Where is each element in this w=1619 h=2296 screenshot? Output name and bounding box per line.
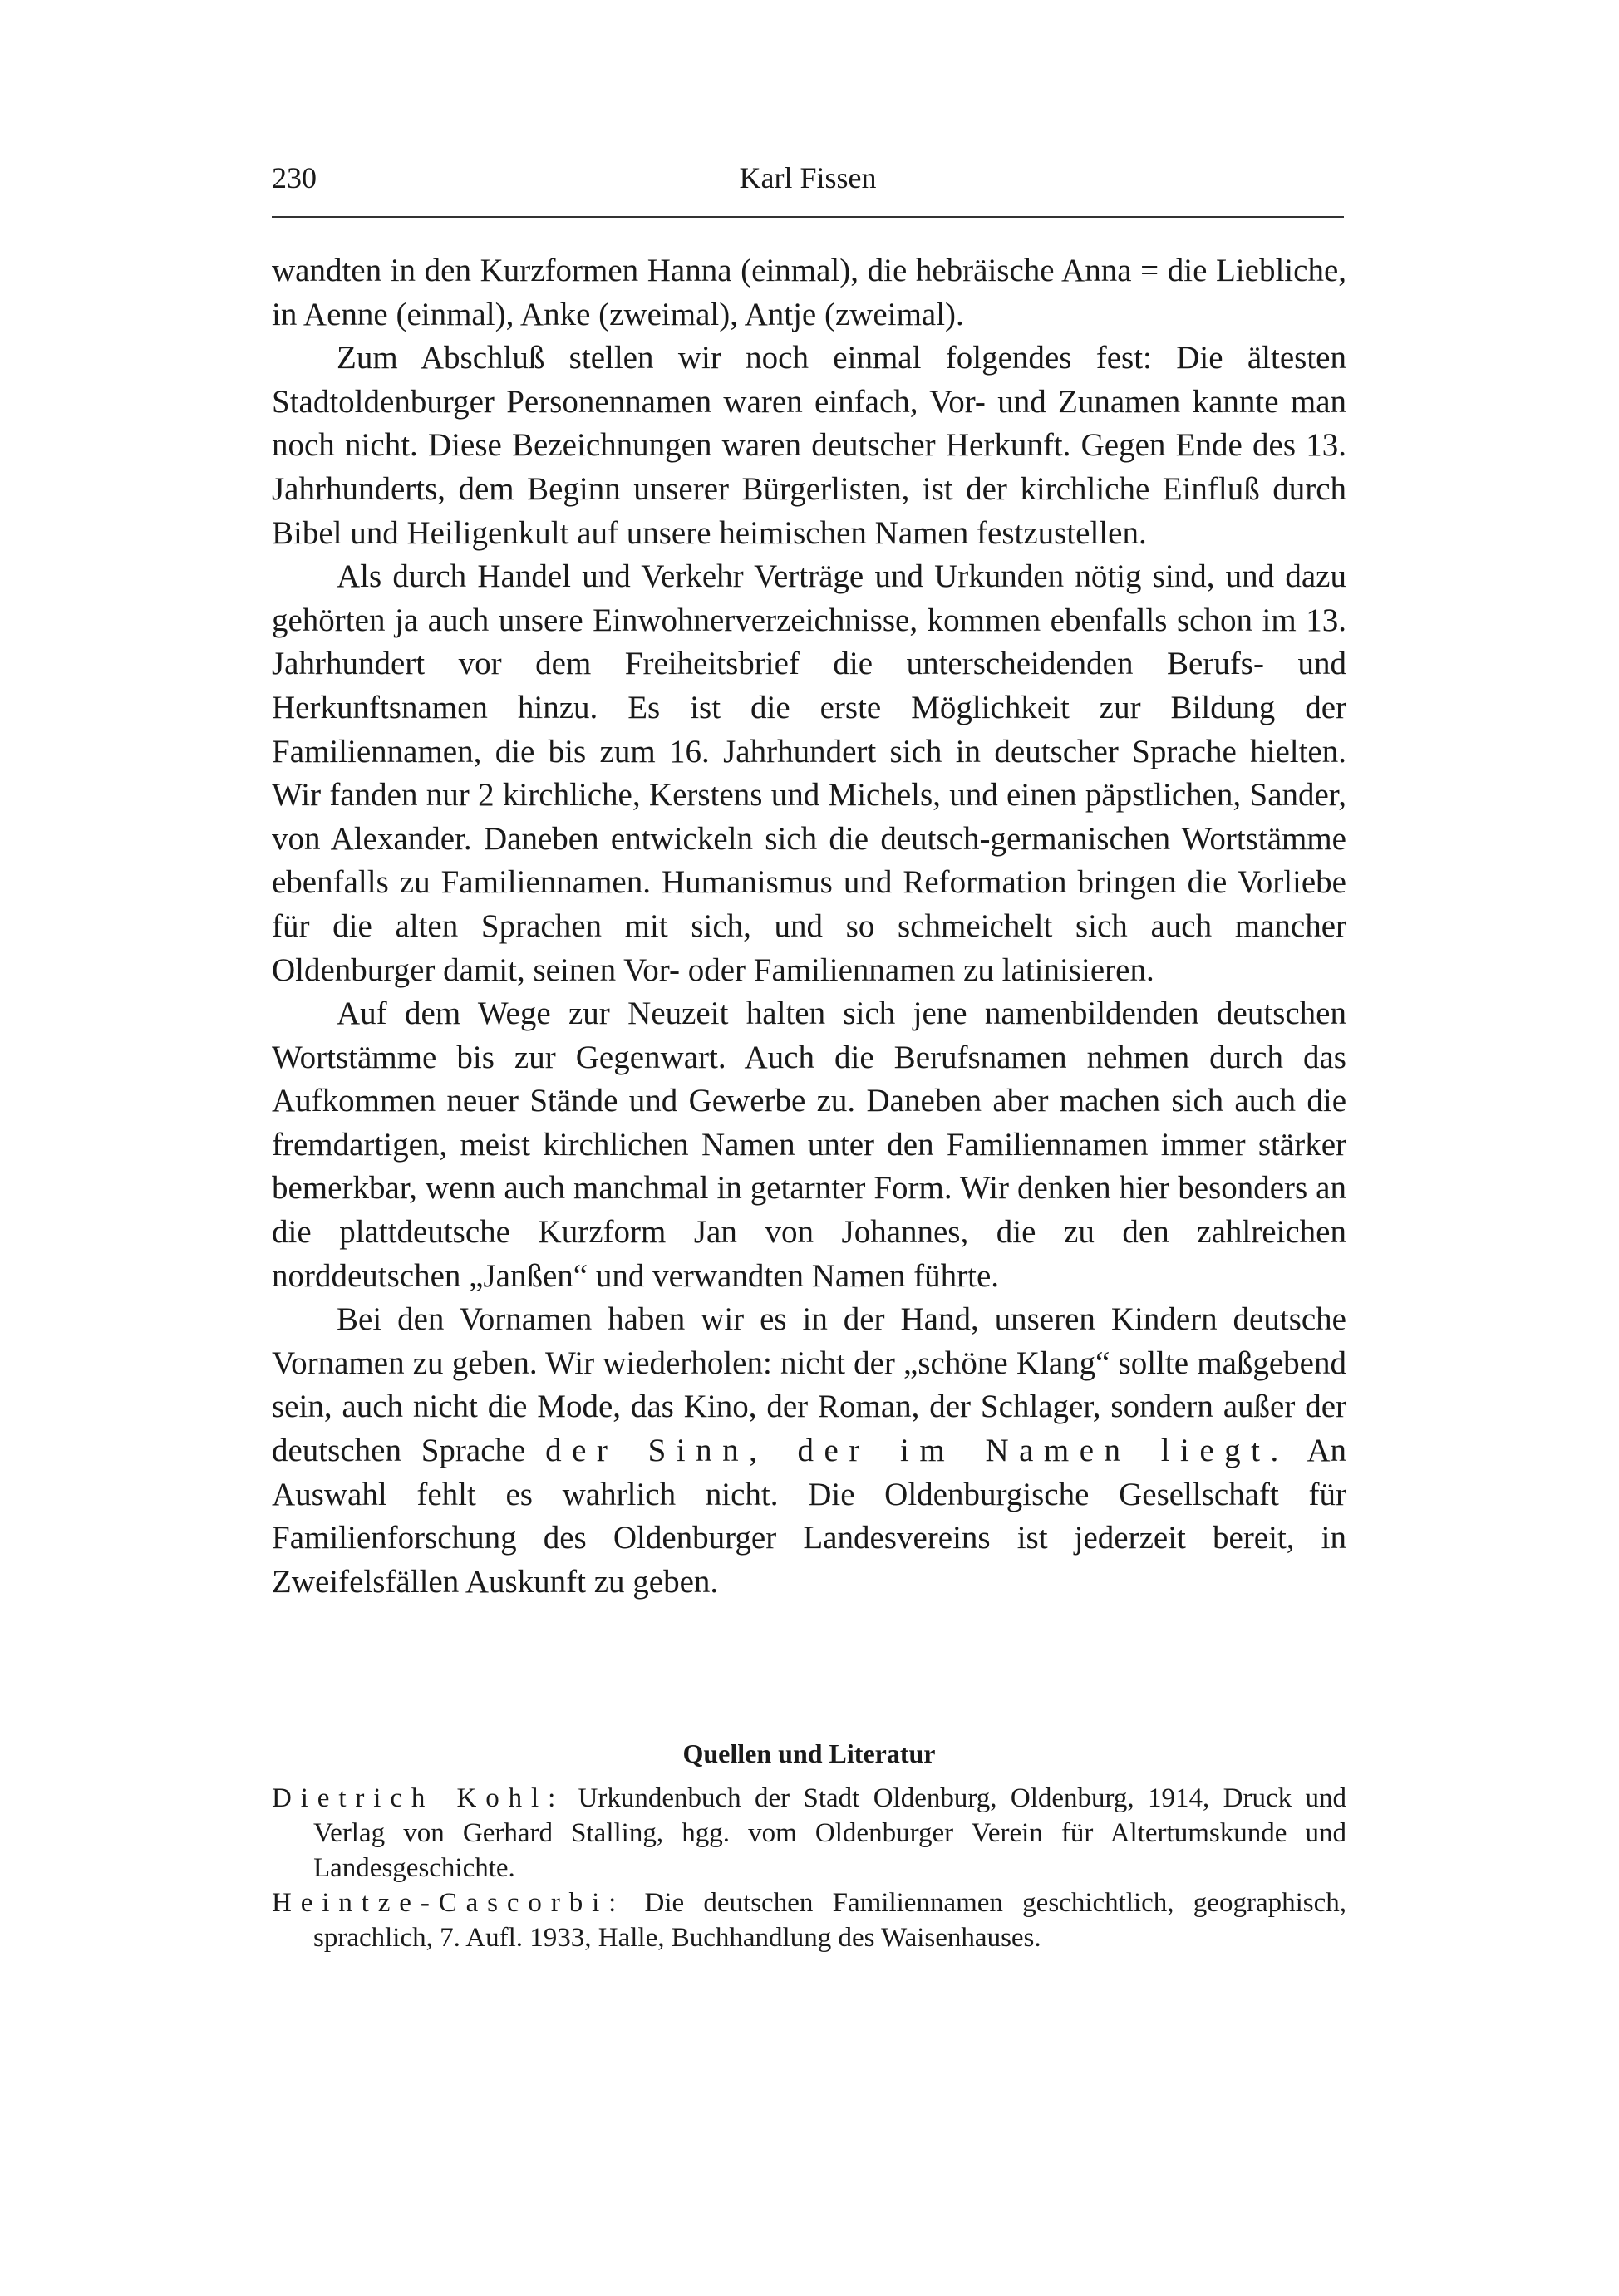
- paragraph-trade-names: Als durch Handel und Verkehr Verträge und Urkunden nötig sind, und dazu gehörten ja auch unsere Einwohnerverzeichnisse, kommen ebenfalls schon im 13. Jahrhundert vor dem Freiheitsbrief die unterscheidenden Berufs- und Herkunftsnamen hinzu. Es ist die erste Möglichkeit zur Bildung der Familiennamen, die bis zum 16. Jahrhundert sich in deutscher Sprache hielten. Wir fanden nur 2 kirchliche, Kerstens und Michels, und einen päpstlichen, Sander, von Alexander. Daneben entwickeln sich die deutsch-germanischen Wortstämme ebenfalls zu Familiennamen. Humanismus und Reformation bringen die Vorliebe für die alten Sprachen mit sich, und so schmeichelt sich auch mancher Oldenburger damit, seinen Vor- oder Familiennamen zu latinisieren.: [272, 558, 1346, 988]
- paragraph-first-names: [272, 1298, 1346, 1604]
- reference-text: Urkundenbuch der Stadt Oldenburg, Oldenburg, 1914, Druck und Verlag von Gerhard Stalling, hgg. vom Oldenburger Verein für Altertumskunde und Landesgeschichte.: [313, 1783, 1346, 1883]
- reference-author: Heintze-Cascorbi:: [272, 1888, 626, 1918]
- paragraph-first-names-text: Bei den Vornamen haben wir es in der Hand, unseren Kindern deutsche Vornamen zu geben. Wir wiederholen: nicht der „schöne Klang“ sollte maßgebend sein, auch nicht die Mode, das Kino, der Roman, der Schlager, sondern außer der deutschen Sprache: [272, 1301, 1346, 1469]
- reference-entry: [272, 1781, 1346, 1885]
- header-rule: [272, 216, 1344, 218]
- sources-heading: Quellen und Literatur: [682, 1738, 936, 1768]
- page-number: 230: [272, 161, 317, 194]
- reference-entry: [272, 1885, 1346, 1955]
- reference-author: Dietrich Kohl:: [272, 1783, 565, 1813]
- running-title: Karl Fissen: [739, 161, 877, 194]
- sources-section: [272, 1734, 1346, 1955]
- reference-text: Die deutschen Familiennamen geschichtlich, geographisch, sprachlich, 7. Aufl. 1933, Halle, Buchhandlung des Waisenhauses.: [313, 1888, 1346, 1953]
- paragraph-summary: Zum Abschluß stellen wir noch einmal folgendes fest: Die ältesten Stadtoldenburger Personennamen waren einfach, Vor- und Zunamen kannte man noch nicht. Diese Bezeichnungen waren deutscher Herkunft. Gegen Ende des 13. Jahrhunderts, dem Beginn unserer Bürgerlisten, ist der kirchliche Einfluß durch Bibel und Heiligenkult auf unsere heimischen Namen festzustellen.: [272, 340, 1346, 551]
- paragraph-modern-era: Auf dem Wege zur Neuzeit halten sich jene namenbildenden deutschen Wortstämme bis zur Gegenwart. Auch die Berufsnamen nehmen durch das Aufkommen neuer Stände und Gewerbe zu. Daneben aber machen sich auch die fremdartigen, meist kirchlichen Namen unter den Familiennamen immer stärker bemerkbar, wenn auch manchmal in getarnter Form. Wir denken hier besonders an die plattdeutsche Kurzform Jan von Johannes, die zu den zahlreichen norddeutschen „Janßen“ und verwandten Namen führte.: [272, 996, 1346, 1294]
- body-text: [272, 249, 1346, 1604]
- paragraph-first-names-closing: An Auswahl fehlt es wahrlich nicht. Die Oldenburgische Gesellschaft für Familienforschung des Oldenburger Landesvereins ist jederzeit bereit, in Zweifelsfällen Auskunft zu geben.: [272, 1433, 1346, 1600]
- emphasis-spaced-text: der Sinn, der im Namen liegt.: [545, 1433, 1289, 1469]
- paragraph-continuation: wandten in den Kurzformen Hanna (einmal), die hebräische Anna = die Liebliche, in Aenne (einmal), Anke (zweimal), Antje (zweimal).: [272, 253, 1346, 332]
